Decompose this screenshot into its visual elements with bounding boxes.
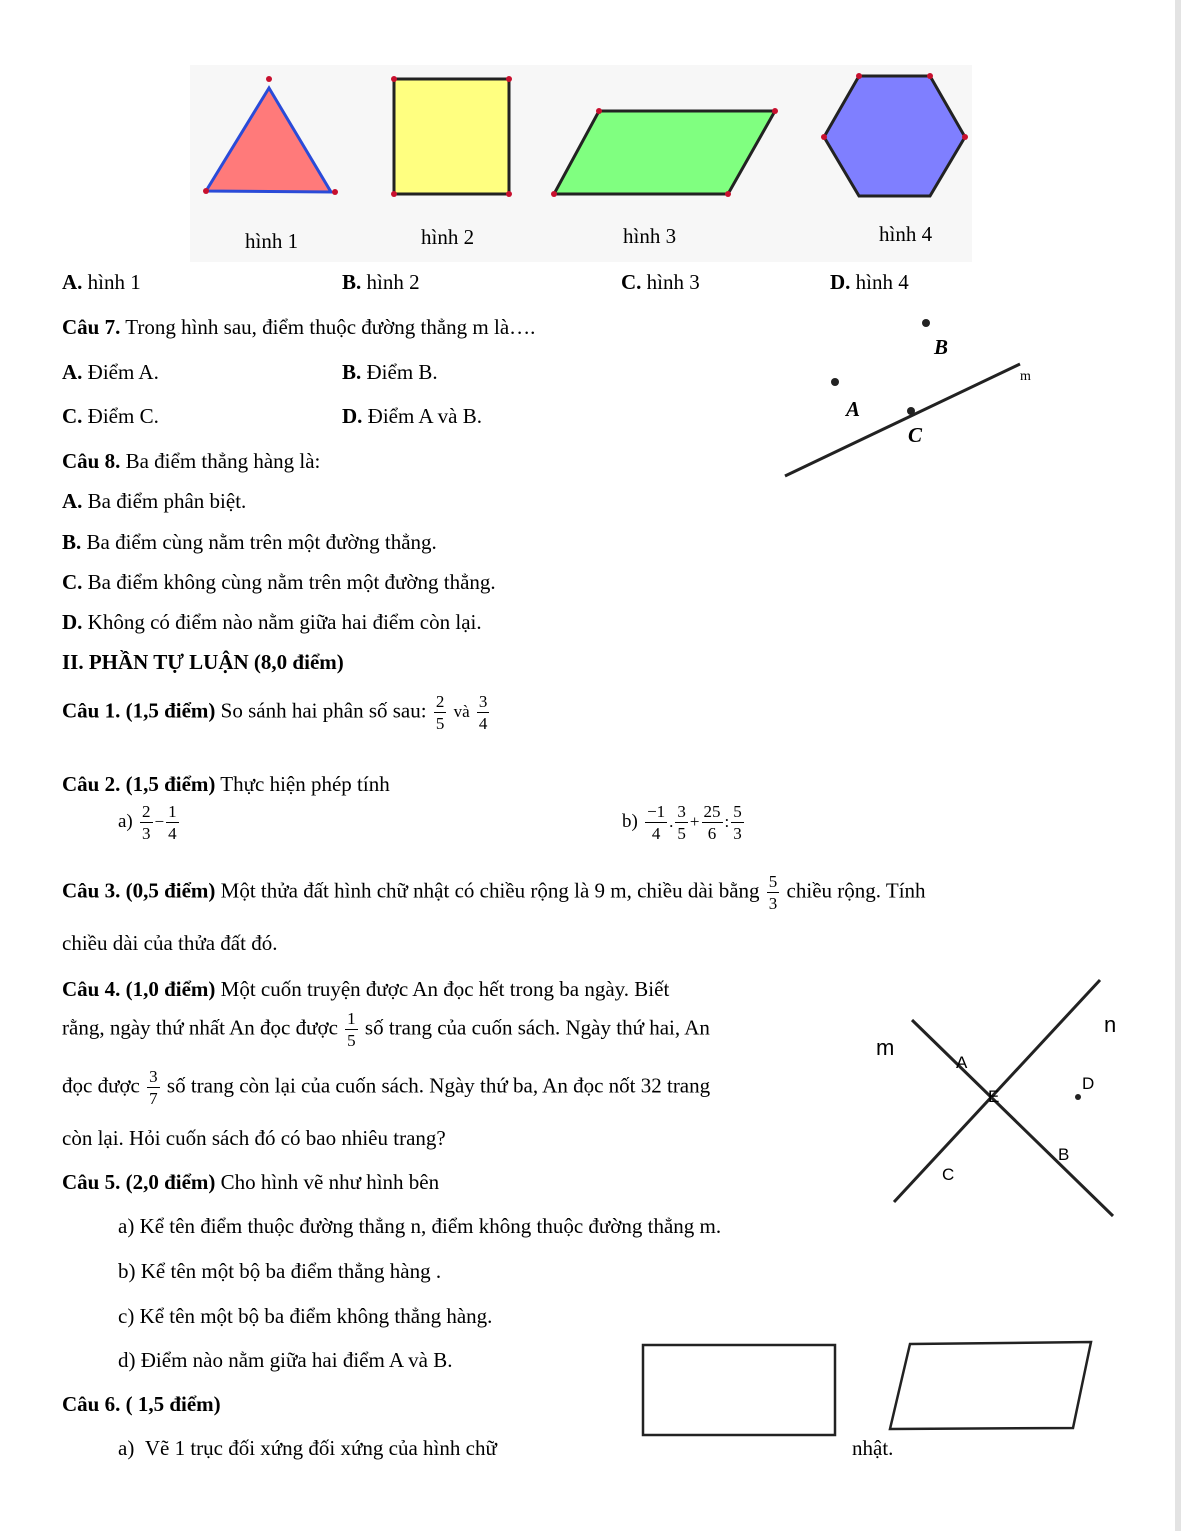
parallelogram-outline bbox=[890, 1342, 1091, 1429]
q6-option-b: B. hình 2 bbox=[342, 270, 420, 294]
q7-option-a: A. Điểm A. bbox=[62, 360, 159, 384]
p6-question: Câu 6. ( 1,5 điểm) bbox=[62, 1392, 221, 1416]
square-shape bbox=[394, 79, 509, 194]
shapes-figure bbox=[190, 65, 972, 262]
q6-option-c: C. hình 3 bbox=[621, 270, 700, 294]
page-edge bbox=[1175, 0, 1181, 1531]
p2-part-b: b) $\frac{-1}{4}$ . $\frac{3}{5}$ + $\frac{25}{6}$ : $\frac{5}{3}$ bbox=[622, 802, 742, 843]
q7-option-c: C. Điểm C. bbox=[62, 404, 159, 428]
svg-text:D: D bbox=[1082, 1074, 1095, 1093]
svg-text:B: B bbox=[934, 335, 949, 359]
p4-line-4: còn lại. Hỏi cuốn sách đó có bao nhiêu trang? bbox=[62, 1126, 446, 1150]
q8-option-a: A. Ba điểm phân biệt. bbox=[62, 489, 247, 513]
p6-figure bbox=[640, 1338, 1100, 1438]
svg-text:n: n bbox=[1104, 1012, 1117, 1037]
p5-figure bbox=[860, 970, 1130, 1220]
svg-text:m: m bbox=[1020, 369, 1031, 384]
label-hinh-2: hình 2 bbox=[421, 225, 475, 249]
q8-option-b: B. Ba điểm cùng nằm trên một đường thẳng. bbox=[62, 530, 437, 554]
p3-line-2: chiều dài của thửa đất đó. bbox=[62, 931, 278, 955]
point-b-dot bbox=[922, 319, 930, 327]
p5-question: Câu 5. (2,0 điểm) Cho hình vẽ như hình bên bbox=[62, 1170, 440, 1194]
q8-question: Câu 8. Ba điểm thẳng hàng là: bbox=[62, 449, 321, 473]
q8-option-c: C. Ba điểm không cùng nằm trên một đường thẳng. bbox=[62, 570, 496, 594]
q7-figure bbox=[780, 310, 1050, 485]
p6-part-a: a) Vẽ 1 trục đối xứng đối xứng của hình chữ bbox=[118, 1436, 497, 1460]
p5-part-c: c) Kể tên một bộ ba điểm không thẳng hàng. bbox=[118, 1304, 493, 1328]
rectangle-shape bbox=[643, 1345, 835, 1435]
svg-text:A: A bbox=[846, 397, 861, 421]
p3-question: Câu 3. (0,5 điểm) Một thửa đất hình chữ nhật có chiều rộng là 9 m, chiều dài bằng $\frac{5}{3}$ chiều rộng. Tính bbox=[62, 872, 926, 913]
svg-text:A: A bbox=[956, 1053, 968, 1072]
q8-option-d: D. Không có điểm nào nằm giữa hai điểm còn lại. bbox=[62, 610, 482, 634]
p4-line-3: đọc được $\frac{3}{7}$ số trang còn lại của cuốn sách. Ngày thứ ba, An đọc nốt 32 trang bbox=[62, 1067, 711, 1108]
p6-part-a-tail: nhật. bbox=[852, 1436, 894, 1460]
fraction-3-4: $\frac{3}{4}$ bbox=[478, 692, 488, 733]
section-2-title: II. PHẦN TỰ LUẬN (8,0 điểm) bbox=[62, 650, 344, 674]
p5-part-b: b) Kể tên một bộ ba điểm thẳng hàng . bbox=[118, 1259, 442, 1283]
q6-option-a: A. hình 1 bbox=[62, 270, 141, 294]
svg-text:C: C bbox=[942, 1165, 955, 1184]
p5-part-d: d) Điểm nào nằm giữa hai điểm A và B. bbox=[118, 1348, 453, 1372]
point-c-dot bbox=[907, 407, 915, 415]
q7-option-b: B. Điểm B. bbox=[342, 360, 438, 384]
p4-line-1: Câu 4. (1,0 điểm) Một cuốn truyện được An đọc hết trong ba ngày. Biết bbox=[62, 977, 670, 1001]
point-a-dot bbox=[831, 378, 839, 386]
p2-part-a: a) $\frac{2}{3}$ − $\frac{1}{4}$ bbox=[118, 802, 177, 843]
q7-option-d: D. Điểm A và B. bbox=[342, 404, 483, 428]
q7-question: Câu 7. Trong hình sau, điểm thuộc đường thẳng m là…. bbox=[62, 315, 536, 339]
svg-text:m: m bbox=[876, 1035, 895, 1060]
p5-part-a: a) Kể tên điểm thuộc đường thẳng n, điểm không thuộc đường thẳng m. bbox=[118, 1214, 722, 1238]
svg-text:C: C bbox=[908, 423, 923, 447]
p4-line-2: rằng, ngày thứ nhất An đọc được $\frac{1}{5}$ số trang của cuốn sách. Ngày thứ hai, An bbox=[62, 1009, 710, 1050]
q6-option-d: D. hình 4 bbox=[830, 270, 909, 294]
label-hinh-3: hình 3 bbox=[623, 224, 677, 248]
label-hinh-4: hình 4 bbox=[879, 222, 933, 246]
label-hinh-1: hình 1 bbox=[245, 229, 299, 253]
point-d-dot bbox=[1075, 1094, 1081, 1100]
svg-text:B: B bbox=[1058, 1145, 1070, 1164]
p2-question: Câu 2. (1,5 điểm) Thực hiện phép tính bbox=[62, 772, 390, 796]
svg-text:E: E bbox=[988, 1087, 1000, 1106]
p1-question: Câu 1. (1,5 điểm) So sánh hai phân số sau: $\frac{2}{5}$ và $\frac{3}{4}$ bbox=[62, 692, 488, 733]
fraction-2-5: $\frac{2}{5}$ bbox=[435, 692, 445, 733]
